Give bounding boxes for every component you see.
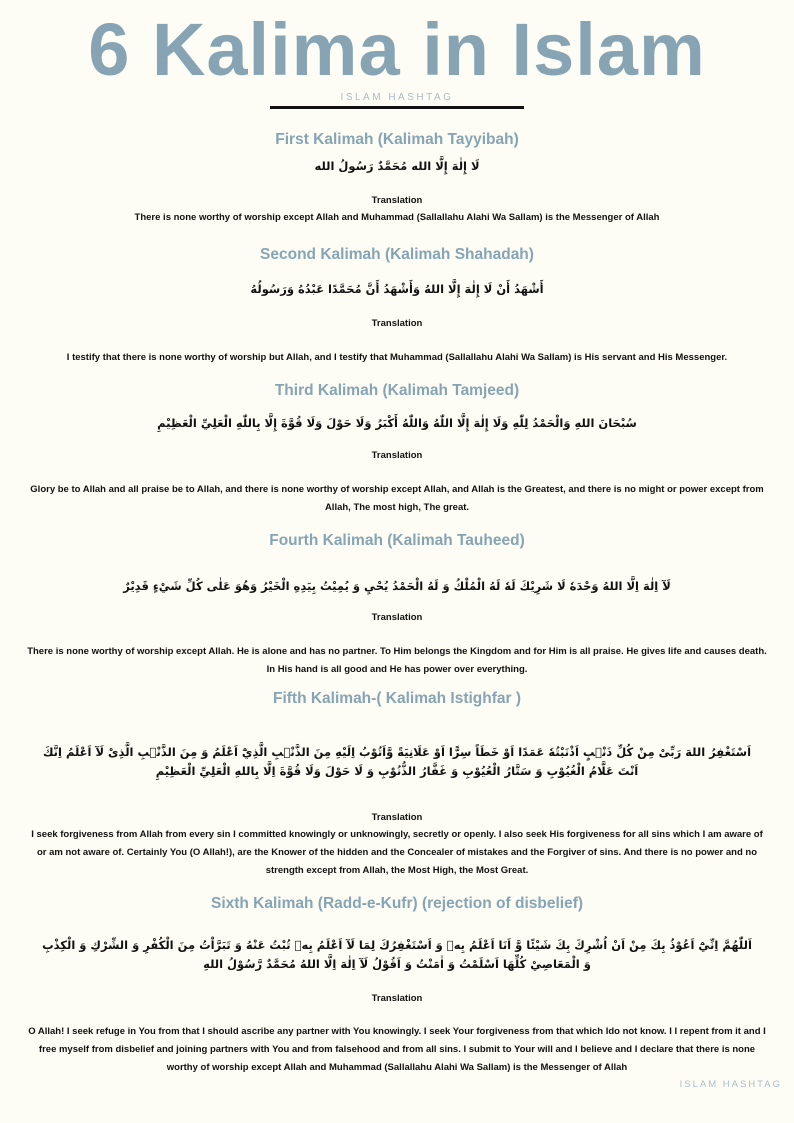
kalimah-5-heading: Fifth Kalimah-( Kalimah Istighfar ) (272, 690, 521, 707)
page-title: 6 Kalima in Islam (88, 8, 706, 91)
kalimah-6-arabic: اَللّٰهُمَّ اِنِّيْٓ اَعُوْذُ بِكَ مِنْ اَنْ اُشْرِكَ بِكَ شَيْئًا وَّ اَنَا اَعْلَمُ بِهٖ وَ اَسْتَغْفِرُكَ لِمَا لَآ اَعْلَمُ بِهٖ تُبْتُ عَنْهُ وَ تَبَرَّاْتُ مِنَ الْكُفْرِ وَ الشِّرْكِ وَ الْكِذْبِ وَ الْمَعَاصِيْ كُلِّهَا اَسْلَمْتُ وَ اٰمَنْتُ وَ اَقُوْلُ لَآ اِلٰهَ اِلَّا اللهُ مُحَمَّدٌ رَّسُوْلُ اللهِ (42, 938, 752, 971)
kalimah-3-arabic: سُبْحَانَ اللهِ وَالْحَمْدُ لِلّٰهِ وَلَا إِلٰهَ إِلَّا اللّٰهُ وَاللّٰهُ أَكْبَرُ وَلَا حَوْلَ وَلَا قُوَّةَ إِلَّا بِاللّٰهِ الْعَلِيِّ الْعَظِيْمِ (157, 416, 637, 430)
kalimah-2 (0, 245, 794, 367)
kalimah-4 (0, 531, 794, 679)
brand-subtitle: ISLAM HASHTAG (340, 92, 454, 103)
kalimah-1-heading: First Kalimah (Kalimah Tayyibah) (275, 131, 519, 148)
kalimah-1-arabic: لَا إِلٰهَ إِلَّا الله مُحَمَّدٌ رَسُولُ الله (314, 159, 480, 173)
kalimah-6 (0, 894, 794, 1077)
kalimah-6-heading: Sixth Kalimah (Radd-e-Kufr) (rejection of disbelief) (210, 895, 584, 912)
kalimah-5-translation-label: Translation (371, 812, 423, 823)
kalimah-5-arabic: اَسْتَغْفِرُ اللهَ رَبِّىْ مِنْ كُلِّ ذَنْۢبٍ اَذْنَبْتُهٗ عَمَدًا اَوْ خَطَاً سِرًّا اَوْ عَلَانِيَةً وَّاَتُوْبُ اِلَيْهِ مِنَ الذَّنْۢبِ الَّذِيْٓ اَعْلَمُ وَ مِنَ الذَّنْۢبِ الَّذِىْ لَآ اَعْلَمُ اِنَّكَ اَنْتَ عَلَّامُ الْغُيُوْبِ وَ سَتَّارُ الْعُيُوْبِ وَ غَفَّارُ الذُّنُوْبِ وَ لَا حَوْلَ وَلَا قُوَّةَ اِلَّا بِاللهِ الْعَلِيِّ الْعَظِيْمِ (42, 745, 752, 778)
kalimah-3-heading: Third Kalimah (Kalimah Tamjeed) (274, 382, 520, 399)
kalimah-2-heading: Second Kalimah (Kalimah Shahadah) (260, 246, 534, 263)
kalimah-5 (0, 689, 794, 880)
kalimah-2-translation: I testify that there is none worthy of worship but Allah, and I testify that Muhammad (Sallallahu Alahi Wa Sallam) is His servant and His Messenger. (66, 352, 728, 363)
kalimah-3-translation: Glory be to Allah and all praise be to Allah, and there is none worthy of worship except Allah, and Allah is the Greatest, and there is no might or power except from Allah, The most high, The great. (30, 484, 764, 513)
kalimah-1-translation: There is none worthy of worship except Allah and Muhammad (Sallallahu Alahi Wa Sallam) is the Messenger of Allah (134, 212, 660, 223)
kalimah-4-arabic: لَآ اِلٰهَ اِلَّا اللهُ وَحْدَهٗ لَا شَرِيْكَ لَهٗ لَهُ الْمُلْكُ وَ لَهُ الْحَمْدُ يُحْيِ وَ يُمِيْتُ بِيَدِهِ الْخَيْرُ وَهُوَ عَلٰى كُلِّ شَيْءٍ قَدِيْرٌ (123, 579, 671, 593)
kalimah-6-translation: O Allah! I seek refuge in You from that I should ascribe any partner with You knowingly. I seek Your forgiveness from that which Ido not know. I I repent from it and I free myself from disbelief and joining partners with You and from falsehood and from all sins. I submit to Your will and I believe and I declare that there is none worthy of worship except Allah and Muhammad (Sallallahu Alahi Wa Sallam) is the Messenger of Allah (28, 1026, 766, 1073)
footer-brand: ISLAM HASHTAG (679, 1079, 782, 1090)
kalimah-4-heading: Fourth Kalimah (Kalimah Tauheed) (269, 532, 525, 549)
kalimah-3-translation-label: Translation (371, 450, 423, 461)
kalimah-2-arabic: أَشْهَدُ أَنْ لَا إِلٰهَ إِلَّا اللهُ وَأَشْهَدُ أَنَّ مُحَمَّدًا عَبْدُهُ وَرَسُولُهُ (250, 282, 544, 296)
kalimah-1-translation-label: Translation (371, 195, 423, 206)
kalimah-3 (0, 381, 794, 517)
title-divider (270, 106, 524, 109)
kalimah-4-translation: There is none worthy of worship except Allah. He is alone and has no partner. To Him belongs the Kingdom and for Him is all praise. He gives life and causes death. In His hand is all good and He has power over everything. (27, 646, 767, 675)
kalimah-6-translation-label: Translation (371, 993, 423, 1004)
kalimah-5-translation: I seek forgiveness from Allah from every sin I committed knowingly or unknowingly, secretly or openly. I also seek His forgiveness for all sins which I am aware of or am not aware of. Certainly You (O Allah!), are the Knower of the hidden and the Concealer of mistakes and the Forgiver of sins. And there is no power and no strength except from Allah, the Most High, the Most Great. (31, 829, 763, 876)
kalimah-2-translation-label: Translation (371, 318, 423, 329)
kalimah-4-translation-label: Translation (371, 612, 423, 623)
kalimah-1 (0, 130, 794, 227)
